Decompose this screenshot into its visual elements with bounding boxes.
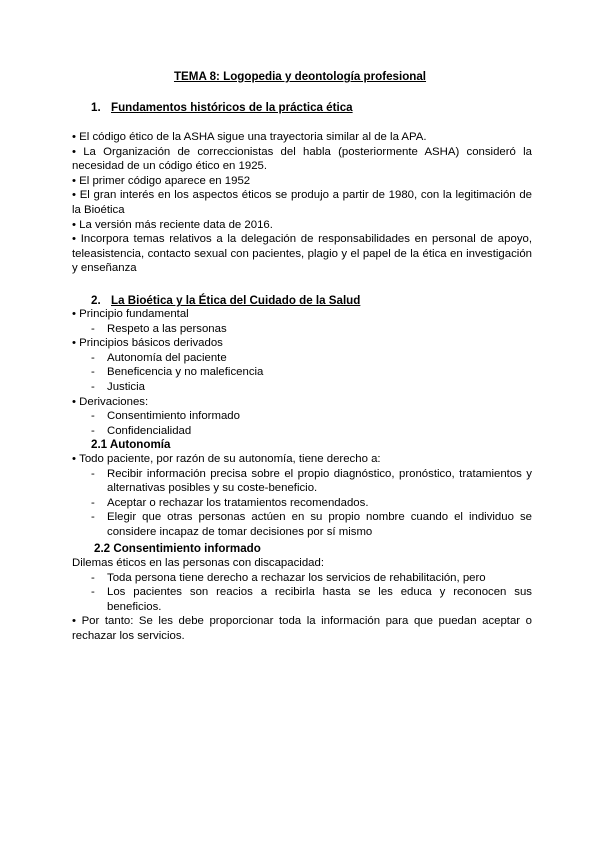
paragraph: Dilemas éticos en las personas con discapacidad: (72, 557, 324, 569)
list-item: • El gran interés en los aspectos éticos se produjo a partir de 1980, con la legitimación de la Bioética (72, 188, 532, 217)
list-item: • El código ético de la ASHA sigue una trayectoria similar al de la APA. (72, 130, 532, 145)
sub-list-item: - Respeto a las personas (72, 322, 532, 337)
section-2-2-heading: 2.2 Consentimiento informado (94, 542, 261, 555)
section-2-number: 2. (91, 294, 101, 307)
list-item: • Derivaciones: (72, 395, 532, 410)
section-1-heading (91, 101, 353, 116)
section-2-title: La Bioética y la Ética del Cuidado de la Salud (111, 294, 361, 307)
sub-list-item: - Beneficencia y no maleficencia (72, 365, 532, 380)
sub-list-item: - Aceptar o rechazar los tratamientos recomendados. (72, 496, 532, 511)
sub-list-item: - Consentimiento informado (72, 409, 532, 424)
list-item: • El primer código aparece en 1952 (72, 174, 532, 189)
section-2-1-heading: 2.1 Autonomía (91, 438, 171, 451)
sub-list-item: - Confidencialidad (72, 424, 532, 439)
list-item: • La Organización de correccionistas del habla (posteriormente ASHA) consideró la necesidad de un código ético en 1925. (72, 145, 532, 174)
list-item: • Principios básicos derivados (72, 336, 532, 351)
list-item: • Principio fundamental (72, 307, 532, 322)
sub-list-item: - Justicia (72, 380, 532, 395)
section-1-title: Fundamentos históricos de la práctica ética (111, 101, 353, 114)
section-1-number: 1. (91, 101, 101, 114)
section-2-list (72, 307, 532, 438)
section-2-1-list (72, 452, 532, 540)
sub-list-item: - Los pacientes son reacios a recibirla hasta se les educa y reconocen sus beneficios. (72, 585, 532, 614)
list-item: • Todo paciente, por razón de su autonomía, tiene derecho a: (72, 452, 532, 467)
section-2-2-list (72, 556, 532, 644)
sub-list-item: - Elegir que otras personas actúen en su propio nombre cuando el individuo se considere incapaz de tomar decisiones por sí mismo (72, 510, 532, 539)
list-item: • Incorpora temas relativos a la delegación de responsabilidades en personal de apoyo, teleasistencia, contacto sexual con pacientes, plagio y el papel de la ética en investigación y enseñanza (72, 232, 532, 276)
sub-list-item: - Toda persona tiene derecho a rechazar los servicios de rehabilitación, pero (72, 571, 532, 586)
sub-list-item: - Autonomía del paciente (72, 351, 532, 366)
sub-list-item: - Recibir información precisa sobre el propio diagnóstico, pronóstico, tratamientos y alternativas posibles y su coste-beneficio. (72, 467, 532, 496)
document-title: TEMA 8: Logopedia y deontología profesional (173, 70, 427, 83)
list-item: • La versión más reciente data de 2016. (72, 218, 532, 233)
list-item: • Por tanto: Se les debe proporcionar toda la información para que puedan aceptar o rechazar los servicios. (72, 614, 532, 643)
section-1-list (72, 130, 532, 276)
